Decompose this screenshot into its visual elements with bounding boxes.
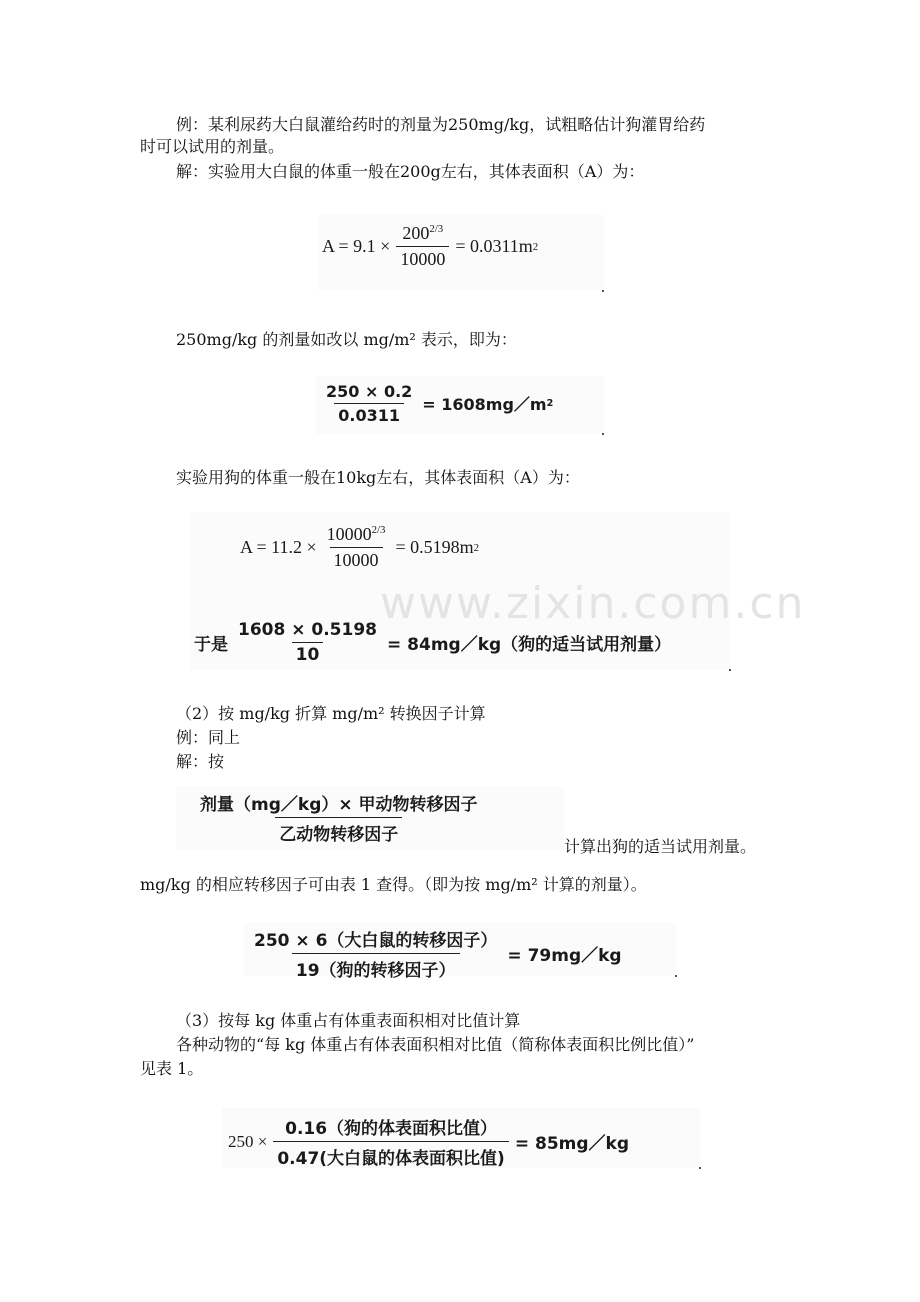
formula-denominator-2: 10 xyxy=(292,642,324,665)
formula-denominator: 19（狗的转移因子） xyxy=(292,953,460,981)
example-line-1: 例：某利尿药大白鼠灌给药时的剂量为250mg/kg，试粗略估计狗灌胃给药 xyxy=(176,115,706,134)
formula-exponent: 2/3 xyxy=(371,524,386,536)
formula-rhs: = 85mg／kg xyxy=(514,1134,630,1154)
section-2-after-formula: 计算出狗的适当试用剂量。 xyxy=(564,837,757,856)
formula-lhs: A = 11.2 × xyxy=(240,537,317,557)
formula-rhs: = 0.0311m xyxy=(455,236,533,256)
formula-numerator: 10000 xyxy=(326,524,372,544)
formula-lhs: A = 9.1 × xyxy=(322,236,391,256)
formula-dog-surface-area xyxy=(190,512,806,670)
formula-transfer-factor xyxy=(176,786,564,850)
formula-rhs-exponent: 2 xyxy=(532,240,539,253)
section-2-title: （2）按 mg/kg 折算 mg/m² 转换因子计算 xyxy=(176,704,486,723)
formula-numerator-2: 1608 × 0.5198 xyxy=(238,620,377,640)
formula-denominator: 10000 xyxy=(396,246,449,270)
dog-surface-line: 实验用狗的体重一般在10kg左右，其体表面积（A）为： xyxy=(176,468,580,487)
formula-lhs: 250 × xyxy=(228,1131,268,1151)
formula-rhs-exponent: 2 xyxy=(473,541,479,554)
formula-transfer-result xyxy=(244,922,676,981)
formula-rhs-exponent: 2 xyxy=(546,398,554,409)
formula-denominator: 10000 xyxy=(330,547,383,571)
solution-line: 解：实验用大白鼠的体重一般在200g左右，其体表面积（A）为： xyxy=(176,162,645,181)
formula-dose-mg-m2 xyxy=(316,376,604,434)
formula-denominator: 乙动物转移因子 xyxy=(275,817,402,845)
formula-numerator: 250 × 0.2 xyxy=(326,382,413,401)
formula-numerator: 剂量（mg／kg）× 甲动物转移因子 xyxy=(200,795,478,815)
section-2-solution: 解：按 xyxy=(176,752,225,771)
example-line-2: 时可以试用的剂量。 xyxy=(140,137,285,156)
formula-denominator: 0.47(大白鼠的体表面积比值) xyxy=(273,1141,508,1169)
formula-rhs-2: = 84mg／kg（狗的适当试用剂量） xyxy=(387,635,672,655)
formula-prefix: 于是 xyxy=(194,635,228,655)
section-3-title: （3）按每 kg 体重占有体重表面积相对比值计算 xyxy=(176,1011,521,1030)
watermark-text: www.zixin.com.cn xyxy=(380,578,806,629)
formula-numerator: 250 × 6（大白鼠的转移因子） xyxy=(254,931,498,951)
formula-exponent: 2/3 xyxy=(429,223,444,235)
formula-rat-surface-area xyxy=(318,215,604,291)
section-3-line-2: 见表 1。 xyxy=(140,1059,204,1078)
section-2-example: 例：同上 xyxy=(176,728,241,747)
formula-rhs: = 0.5198m xyxy=(395,537,474,557)
conversion-line: 250mg/kg 的剂量如改以 mg/m² 表示，即为： xyxy=(176,330,517,349)
section-2-line-2: mg/kg 的相应转移因子可由表 1 查得。（即为按 mg/m² 计算的剂量）。 xyxy=(140,875,647,894)
formula-rhs: = 1608mg／m xyxy=(422,395,547,414)
formula-numerator: 0.16（狗的体表面积比值） xyxy=(285,1119,498,1139)
formula-surface-ratio xyxy=(222,1108,700,1168)
formula-denominator: 0.0311 xyxy=(334,403,404,425)
formula-rhs: = 79mg／kg xyxy=(507,946,622,966)
formula-numerator: 200 xyxy=(402,223,430,243)
section-3-line-1: 各种动物的“每 kg 体重占有体表面积相对比值（简称体表面积比例比值）” xyxy=(176,1035,695,1054)
